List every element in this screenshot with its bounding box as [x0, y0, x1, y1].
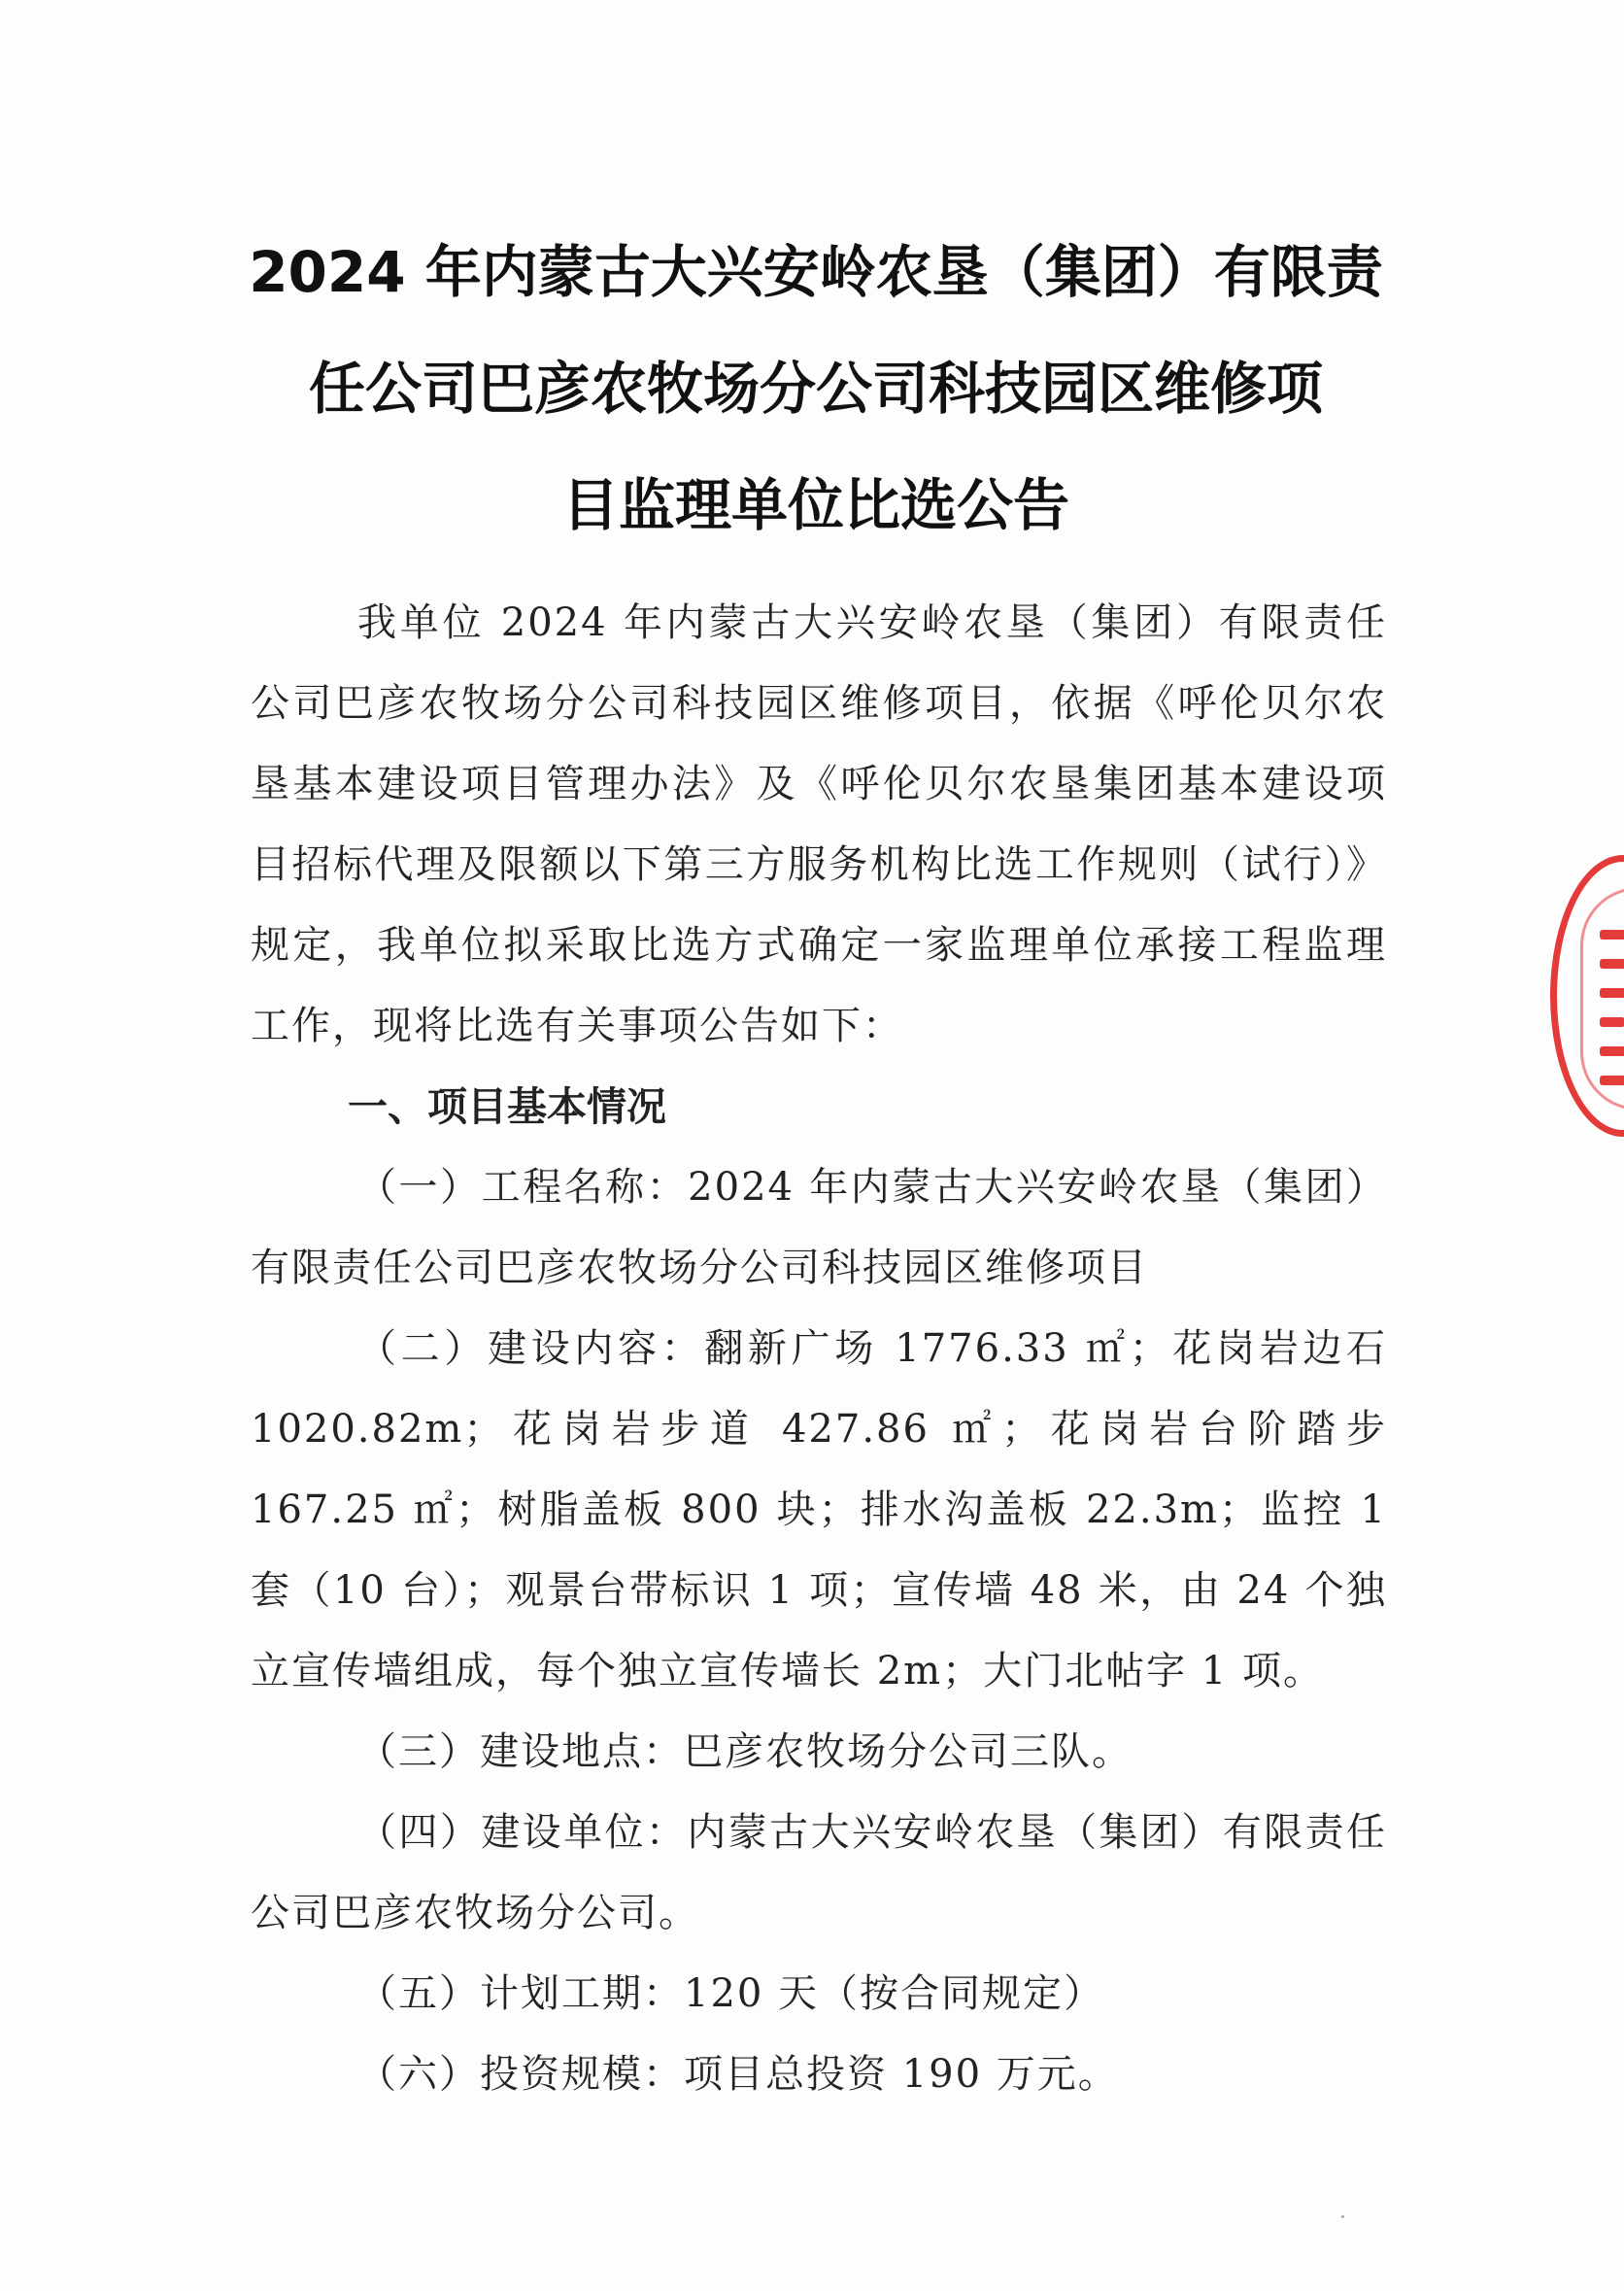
seal-mark	[1600, 1046, 1624, 1056]
scan-speck	[1341, 2215, 1344, 2218]
document-body	[251, 583, 1387, 2115]
seal-mark	[1600, 1017, 1624, 1027]
seal-mark	[1600, 930, 1624, 940]
seal-mark	[1600, 988, 1624, 998]
item-planned-duration: （五）计划工期：120 天（按合同规定）	[357, 1971, 1105, 2016]
official-seal-icon	[1550, 855, 1624, 1137]
document-title	[243, 214, 1389, 564]
item-construction-content: （二）建设内容：翻新广场 1776.33 ㎡；花岗岩边石 1020.82m；花岗岩步道 427.86 ㎡；花岗岩台阶踏步 167.25 ㎡；树脂盖板 800 块；排水沟盖板 22.3m；监控 1 套（10 台）；观景台带标识 1 项；宣传墙 48 米，由 24 个独立宣传墙组成，每个独立宣传墙长 2m；大门北帖字 1 项。	[251, 1326, 1387, 1693]
item-construction-unit: （四）建设单位：内蒙古大兴安岭农垦（集团）有限责任公司巴彦农牧场分公司。	[251, 1810, 1387, 1935]
title-line-1: 2024 年内蒙古大兴安岭农垦（集团）有限责	[249, 239, 1383, 305]
title-line-3: 目监理单位比选公告	[561, 472, 1069, 538]
intro-paragraph: 我单位 2024 年内蒙古大兴安岭农垦（集团）有限责任公司巴彦农牧场分公司科技园区维修项目，依据《呼伦贝尔农垦基本建设项目管理办法》及《呼伦贝尔农垦集团基本建设项目招标代理及限额以下第三方服务机构比选工作规则（试行）》规定，我单位拟采取比选方式确定一家监理单位承接工程监理工作，现将比选有关事项公告如下：	[251, 600, 1387, 1048]
seal-mark	[1600, 959, 1624, 969]
section-heading: 一、项目基本情况	[348, 1083, 666, 1130]
item-investment-scale: （六）投资规模：项目总投资 190 万元。	[357, 2052, 1119, 2097]
item-construction-location: （三）建设地点：巴彦农牧场分公司三队。	[357, 1729, 1133, 1774]
title-line-2: 任公司巴彦农牧场分公司科技园区维修项	[308, 356, 1323, 422]
item-project-name: （一）工程名称：2024 年内蒙古大兴安岭农垦（集团）有限责任公司巴彦农牧场分公司科技园区维修项目	[251, 1165, 1387, 1290]
seal-mark	[1600, 1076, 1624, 1085]
